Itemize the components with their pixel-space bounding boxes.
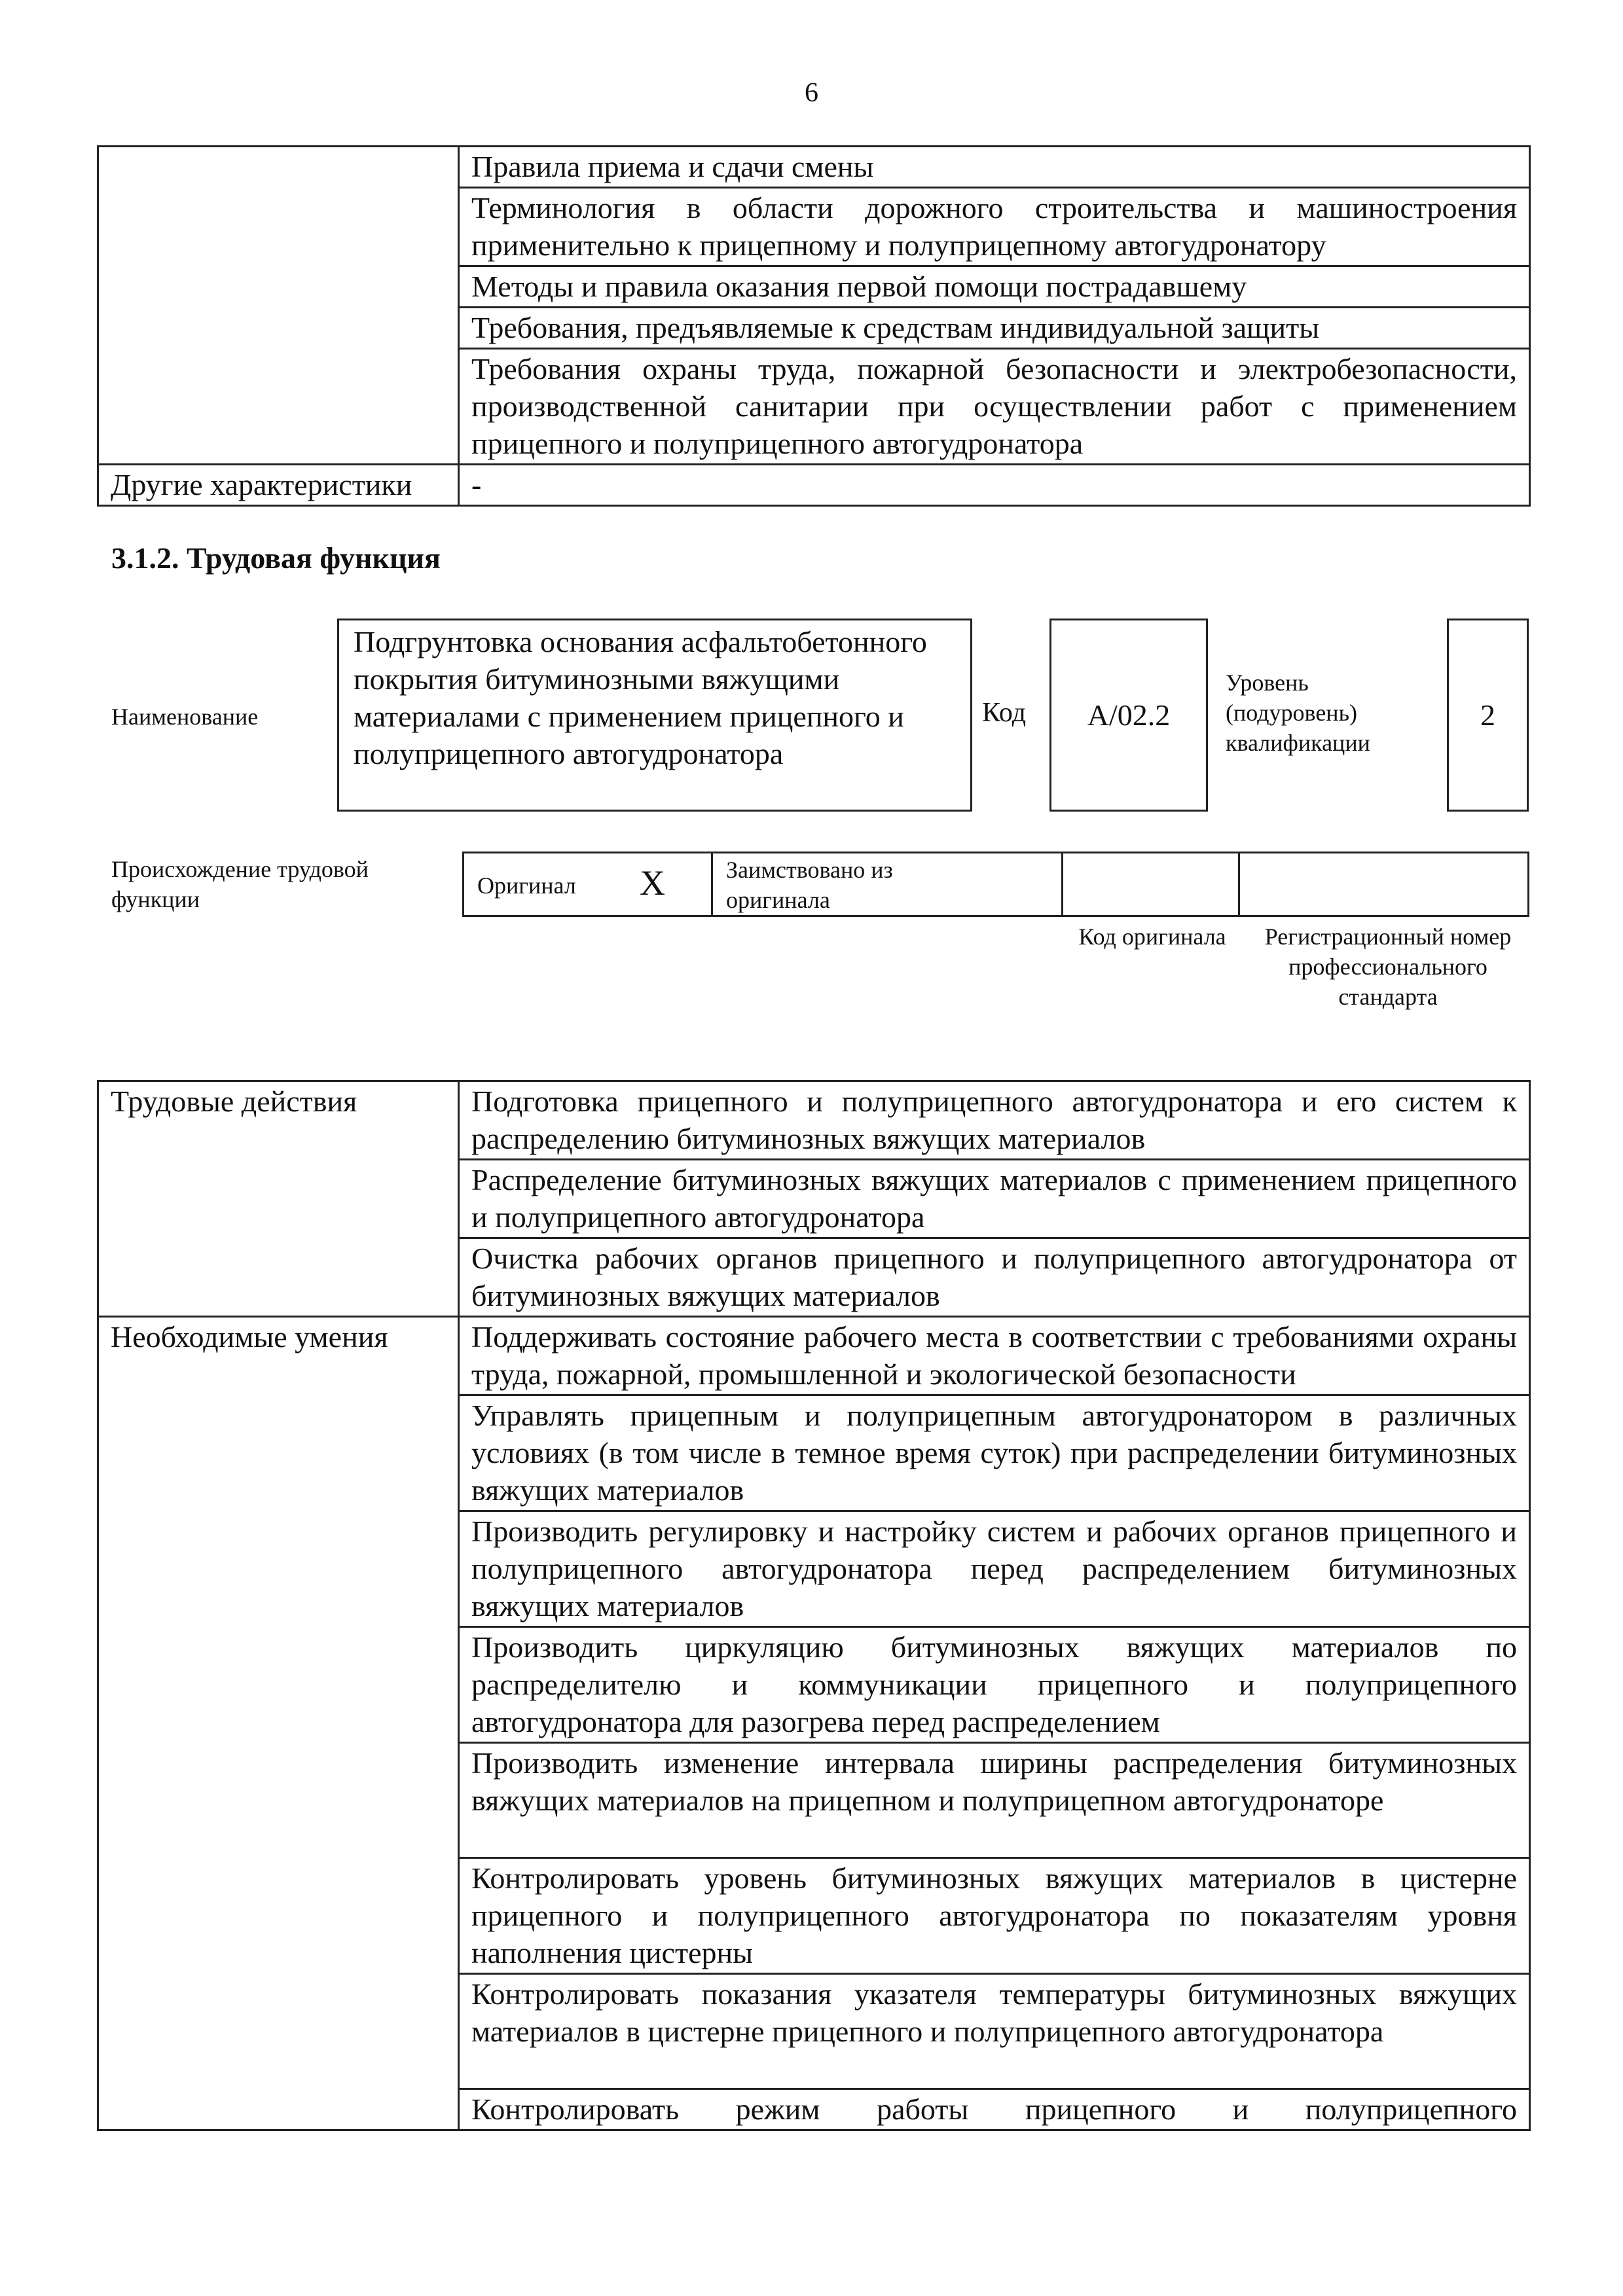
other-characteristics-value: - <box>459 465 1530 506</box>
action-item: Распределение битуминозных вяжущих материалов с применением прицепного и полуприцепного автогудронатора <box>459 1160 1530 1238</box>
other-characteristics-label: Другие характеристики <box>98 465 459 506</box>
code-caption: Код оригинала <box>1078 924 1226 950</box>
section-title: 3.1.2. Трудовая функция <box>111 541 441 575</box>
knowledge-item: Правила приема и сдачи смены <box>459 147 1530 188</box>
origin-reg-cell <box>1240 853 1527 915</box>
skill-item: Поддерживать состояние рабочего места в соответствии с требованиями охраны труда, пожарной, промышленной и экологической безопасности <box>459 1317 1530 1395</box>
origin-row <box>462 852 1529 917</box>
knowledge-item: Терминология в области дорожного строительства и машиностроения применительно к прицепному и полуприцепному автогудронатору <box>459 188 1530 266</box>
knowledge-table <box>97 145 1531 507</box>
origin-original-cell <box>464 853 713 915</box>
origin-label: Происхождение трудовой функции <box>111 856 369 912</box>
skill-item: Управлять прицепным и полуприцепным автогудронатором в различных условиях (в том числе в темное время суток) при распределении битуминозных вяжущих материалов <box>459 1395 1530 1511</box>
level-label: Уровень (подуровень) квалификации <box>1226 670 1370 756</box>
skill-item: Производить изменение интервала ширины распределения битуминозных вяжущих материалов на прицепном и полуприцепном автогудронаторе <box>459 1743 1530 1858</box>
page-number: 6 <box>805 78 818 108</box>
skill-item: Производить циркуляцию битуминозных вяжущих материалов по распределителю и коммуникации прицепного и полуприцепного автогудронатора для разогрева перед распределением <box>459 1627 1530 1743</box>
skill-item: Контролировать показания указателя температуры битуминозных вяжущих материалов в цистерне прицепного и полуприцепного автогудронатора <box>459 1974 1530 2089</box>
knowledge-item: Требования, предъявляемые к средствам индивидуальной защиты <box>459 308 1530 349</box>
actions-label: Трудовые действия <box>98 1081 459 1317</box>
knowledge-item: Требования охраны труда, пожарной безопасности и электробезопасности, производственной санитарии при осуществлении работ с применением прицепного и полуприцепного автогудронатора <box>459 349 1530 465</box>
knowledge-item: Методы и правила оказания первой помощи пострадавшему <box>459 266 1530 308</box>
original-mark: X <box>640 863 665 903</box>
function-code-box: А/02.2 <box>1049 619 1208 812</box>
skill-item: Контролировать уровень битуминозных вяжущих материалов в цистерне прицепного и полуприцепного автогудронатора по показателям уровня наполнения цистерны <box>459 1858 1530 1974</box>
borrowed-label: Заимствовано из оригинала <box>726 857 893 913</box>
skills-label: Необходимые умения <box>98 1317 459 2130</box>
actions-table <box>97 1080 1531 2131</box>
reg-caption: Регистрационный номер профессионального стандарта <box>1264 924 1512 1010</box>
original-label: Оригинал <box>477 872 576 899</box>
origin-borrowed-cell <box>713 853 1063 915</box>
skill-item: Контролировать режим работы прицепного и полуприцепного <box>459 2089 1530 2130</box>
function-name-box: Подгрунтовка основания асфальтобетонного покрытия битуминозными вяжущими материалами с применением прицепного и полуприцепного автогудронатора <box>337 619 972 812</box>
name-label: Наименование <box>111 704 259 730</box>
skill-item: Производить регулировку и настройку систем и рабочих органов прицепного и полуприцепного автогудронатора перед распределением битуминозных вяжущих материалов <box>459 1511 1530 1627</box>
action-item: Очистка рабочих органов прицепного и полуприцепного автогудронатора от битуминозных вяжущих материалов <box>459 1238 1530 1317</box>
origin-code-cell <box>1063 853 1240 915</box>
code-label: Код <box>982 698 1027 728</box>
qualification-level-box: 2 <box>1447 619 1529 812</box>
knowledge-label-cell <box>98 147 459 465</box>
action-item: Подготовка прицепного и полуприцепного автогудронатора и его систем к распределению битуминозных вяжущих материалов <box>459 1081 1530 1160</box>
